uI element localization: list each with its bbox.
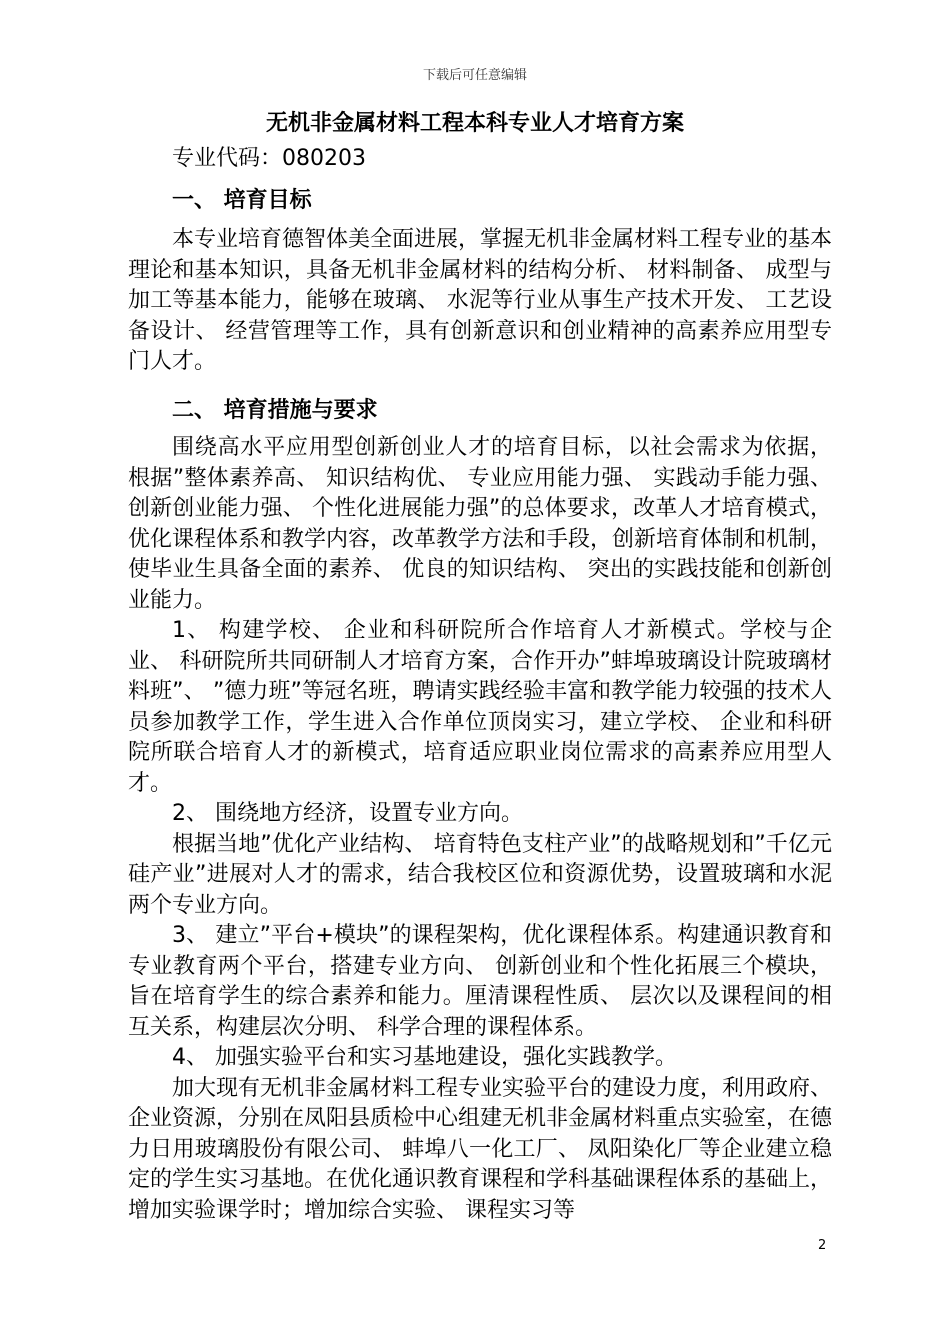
paragraph: 1、 构建学校、 企业和科研院所合作培育人才新模式。学校与企业、 科研院所共同研制人才培育方案，合作开办”蚌埠玻璃设计院玻璃材料班”、 ”德力班”等冠名班，聘请实践经验丰富和教学能力较强的技术人员参加教学工作，学生进入合作单位顶岗实习，建立学校、 企业和科研院所联合培育人才的新模式，培育适应职业岗位需求的高素养应用型人才。 — [128, 618, 832, 796]
section-2-heading: 二、 培育措施与要求 — [172, 398, 378, 423]
paragraph: 4、 加强实验平台和实习基地建设，强化实践教学。 — [172, 1045, 677, 1070]
header-note: 下载后可任意编辑 — [422, 68, 527, 83]
paragraph: 2、 围绕地方经济，设置专业方向。 — [172, 801, 523, 826]
paragraph: 根据当地”优化产业结构、 培育特色支柱产业”的战略规划和”千亿元硅产业”进展对人才的需求，结合我校区位和资源优势，设置玻璃和水泥两个专业方向。 — [128, 831, 832, 918]
section-2-body — [128, 433, 832, 1226]
paragraph: 加大现有无机非金属材料工程专业实验平台的建设力度，利用政府、 企业资源，分别在凤阳县质检中心组建无机非金属材料重点实验室，在德力日用玻璃股份有限公司、 蚌埠八一化工厂、 凤阳染化厂等企业建立稳定的学生实习基地。在优化通识教育课程和学科基础课程体系的基础上，增加实验课学时；增加综合实验、 课程实习等 — [128, 1075, 833, 1223]
page-number: 2 — [818, 1238, 827, 1253]
paragraph: 围绕高水平应用型创新创业人才的培育目标，以社会需求为依据， 根据”整体素养高、 知识结构优、 专业应用能力强、 实践动手能力强、 创新创业能力强、 个性化进展能力强”的总体要求，改革人才培育模式，优化课程体系和教学内容，改革教学方法和手段，创新培育体制和机制，使毕业生具备全面的素养、 优良的知识结构、 突出的实践技能和创新创业能力。 — [128, 435, 833, 613]
document-title: 无机非金属材料工程本科专业人才培育方案 — [265, 111, 684, 136]
section-1-body — [128, 225, 832, 378]
paragraph: 3、 建立”平台+模块”的课程架构，优化课程体系。构建通识教育和专业教育两个平台，搭建专业方向、 创新创业和个性化拓展三个模块，旨在培育学生的综合素养和能力。厘清课程性质、 层次以及课程间的相互关系，构建层次分明、 科学合理的课程体系。 — [128, 923, 832, 1040]
major-code: 专业代码：080203 — [172, 146, 366, 171]
section-1-heading: 一、 培育目标 — [172, 188, 312, 213]
paragraph: 本专业培育德智体美全面进展，掌握无机非金属材料工程专业的基本理论和基本知识，具备无机非金属材料的结构分析、 材料制备、 成型与加工等基本能力，能够在玻璃、 水泥等行业从事生产技术开发、 工艺设备设计、 经营管理等工作，具有创新意识和创业精神的高素养应用型专门人才。 — [128, 227, 833, 374]
